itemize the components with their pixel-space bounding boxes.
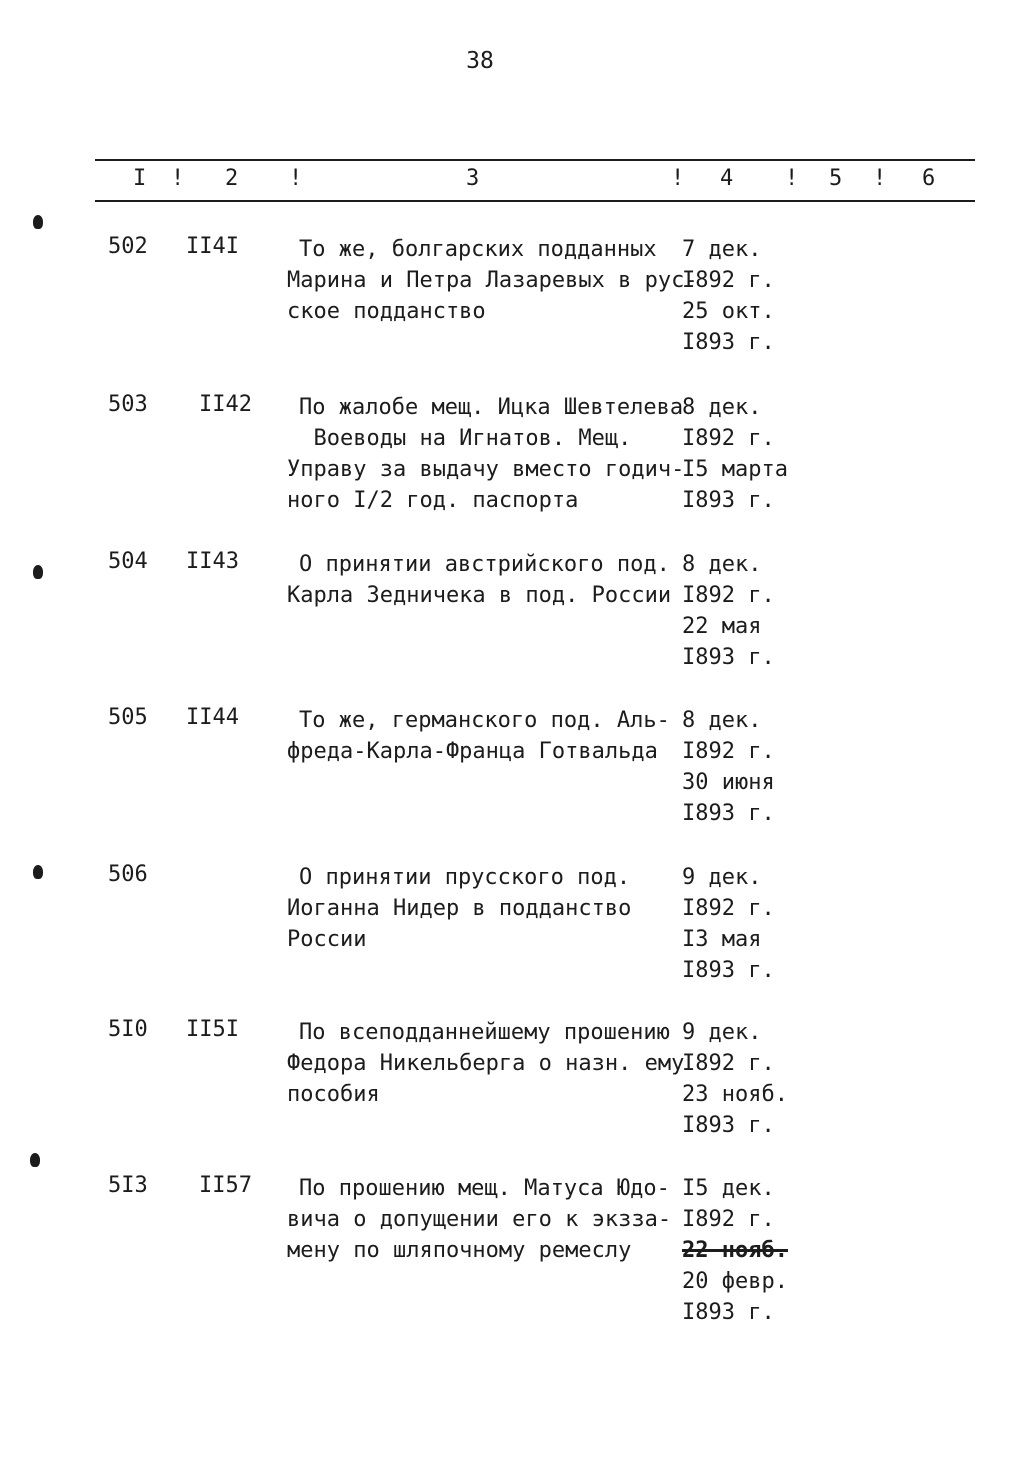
description-line: О принятии прусского под. — [299, 865, 631, 890]
description-line: Управу за выдачу вместо годич- — [287, 457, 685, 482]
date-line: I893 г. — [682, 330, 775, 355]
description-line: ного I/2 год. паспорта — [287, 488, 579, 513]
header-col-4: 4 — [720, 166, 734, 191]
description-line: По жалобе мещ. Ицка Шевтелева — [299, 395, 684, 420]
entry-number: 505 — [108, 705, 148, 730]
date-line: I892 г. — [682, 1051, 775, 1076]
entry-description — [287, 549, 682, 611]
description-line: пособия — [287, 1082, 380, 1107]
description-line: О принятии австрийского под. — [299, 552, 670, 577]
entry-description — [287, 705, 682, 767]
date-line: 9 дек. — [682, 865, 762, 890]
header-col-6: 6 — [922, 166, 936, 191]
description-line: Федора Никельберга о назн. ему — [287, 1051, 685, 1076]
date-line: I893 г. — [682, 645, 775, 670]
entry-dates — [682, 705, 822, 829]
header-separator: ! — [289, 166, 303, 191]
table-row — [0, 1017, 1024, 1167]
file-number: II42 — [199, 392, 252, 417]
description-line: То же, германского под. Аль- — [299, 708, 670, 733]
file-number: II44 — [186, 705, 239, 730]
page-number: 38 — [466, 48, 494, 74]
description-line: То же, болгарских подданных — [299, 237, 657, 262]
entry-dates — [682, 1173, 822, 1328]
entry-description — [287, 392, 685, 516]
description-line: По прошению мещ. Матуса Юдо- — [299, 1176, 670, 1201]
date-line: 8 дек. — [682, 708, 762, 733]
date-line: 9 дек. — [682, 1020, 762, 1045]
date-line: I3 мая — [682, 927, 762, 952]
date-line: I892 г. — [682, 1207, 775, 1232]
entry-number: 5I3 — [108, 1173, 148, 1198]
entry-description — [287, 1173, 682, 1266]
date-line: I893 г. — [682, 801, 775, 826]
description-line: Воеводы на Игнатов. Мещ. — [287, 426, 632, 451]
description-line: ское подданство — [287, 299, 486, 324]
table-row — [0, 392, 1024, 542]
date-line: I893 г. — [682, 958, 775, 983]
date-line: I892 г. — [682, 583, 775, 608]
header-separator: ! — [171, 166, 185, 191]
header-col-5: 5 — [829, 166, 843, 191]
description-line: По всеподданнейшему прошению — [299, 1020, 670, 1045]
entry-dates — [682, 1017, 822, 1141]
binding-hole-mark — [33, 865, 43, 879]
table-row — [0, 705, 1024, 855]
header-separator: ! — [785, 166, 799, 191]
description-line: Иоганна Нидер в подданство — [287, 896, 632, 921]
binding-hole-mark — [33, 565, 43, 579]
table-row — [0, 549, 1024, 699]
header-separator: ! — [671, 166, 685, 191]
date-line: 23 нояб. — [682, 1082, 788, 1107]
date-line: I892 г. — [682, 426, 775, 451]
description-line: мену по шляпочному ремеслу — [287, 1238, 632, 1263]
entry-number: 5I0 — [108, 1017, 148, 1042]
entry-description — [287, 234, 698, 327]
header-col-2: 2 — [225, 166, 239, 191]
file-number: II57 — [199, 1173, 252, 1198]
table-row — [0, 1173, 1024, 1353]
date-line: 8 дек. — [682, 552, 762, 577]
entry-dates — [682, 234, 822, 358]
description-line: Марина и Петра Лазаревых в рус- — [287, 268, 698, 293]
date-line: I892 г. — [682, 896, 775, 921]
date-line: I893 г. — [682, 488, 775, 513]
description-line: Карла Зедничека в под. России — [287, 583, 672, 608]
file-number: II4I — [186, 234, 239, 259]
binding-hole-mark — [33, 215, 43, 229]
description-line: России — [287, 927, 367, 952]
date-line: I5 марта — [682, 457, 788, 482]
entry-number: 503 — [108, 392, 148, 417]
date-line: 25 окт. — [682, 299, 775, 324]
entry-dates — [682, 392, 822, 516]
table-row — [0, 862, 1024, 1012]
entry-number: 506 — [108, 862, 148, 887]
file-number: II5I — [186, 1017, 239, 1042]
header-separator: ! — [873, 166, 887, 191]
entry-number: 504 — [108, 549, 148, 574]
date-line: 30 июня — [682, 770, 775, 795]
entry-number: 502 — [108, 234, 148, 259]
header-col-3: 3 — [466, 166, 480, 191]
file-number: II43 — [186, 549, 239, 574]
description-line: вича о допущении его к экзза- — [287, 1207, 672, 1232]
entry-description — [287, 1017, 685, 1110]
date-line: I5 дек. — [682, 1176, 775, 1201]
entry-description — [287, 862, 682, 955]
date-line: I893 г. — [682, 1113, 775, 1138]
entry-dates — [682, 549, 822, 673]
table-row — [0, 234, 1024, 384]
date-line: I892 г. — [682, 268, 775, 293]
header-rule-top — [95, 159, 975, 161]
binding-hole-mark — [30, 1153, 40, 1167]
date-line: 8 дек. — [682, 395, 762, 420]
entry-dates — [682, 862, 822, 986]
header-col-1: I — [133, 166, 147, 191]
date-line: 20 февр. — [682, 1269, 788, 1294]
date-line: 22 мая — [682, 614, 762, 639]
date-line: I892 г. — [682, 739, 775, 764]
header-rule-bottom — [95, 200, 975, 202]
date-line: 7 дек. — [682, 237, 762, 262]
struck-date-line: 22 нояб. — [682, 1238, 788, 1263]
date-line: I893 г. — [682, 1300, 775, 1325]
description-line: фреда-Карла-Франца Готвальда — [287, 739, 658, 764]
